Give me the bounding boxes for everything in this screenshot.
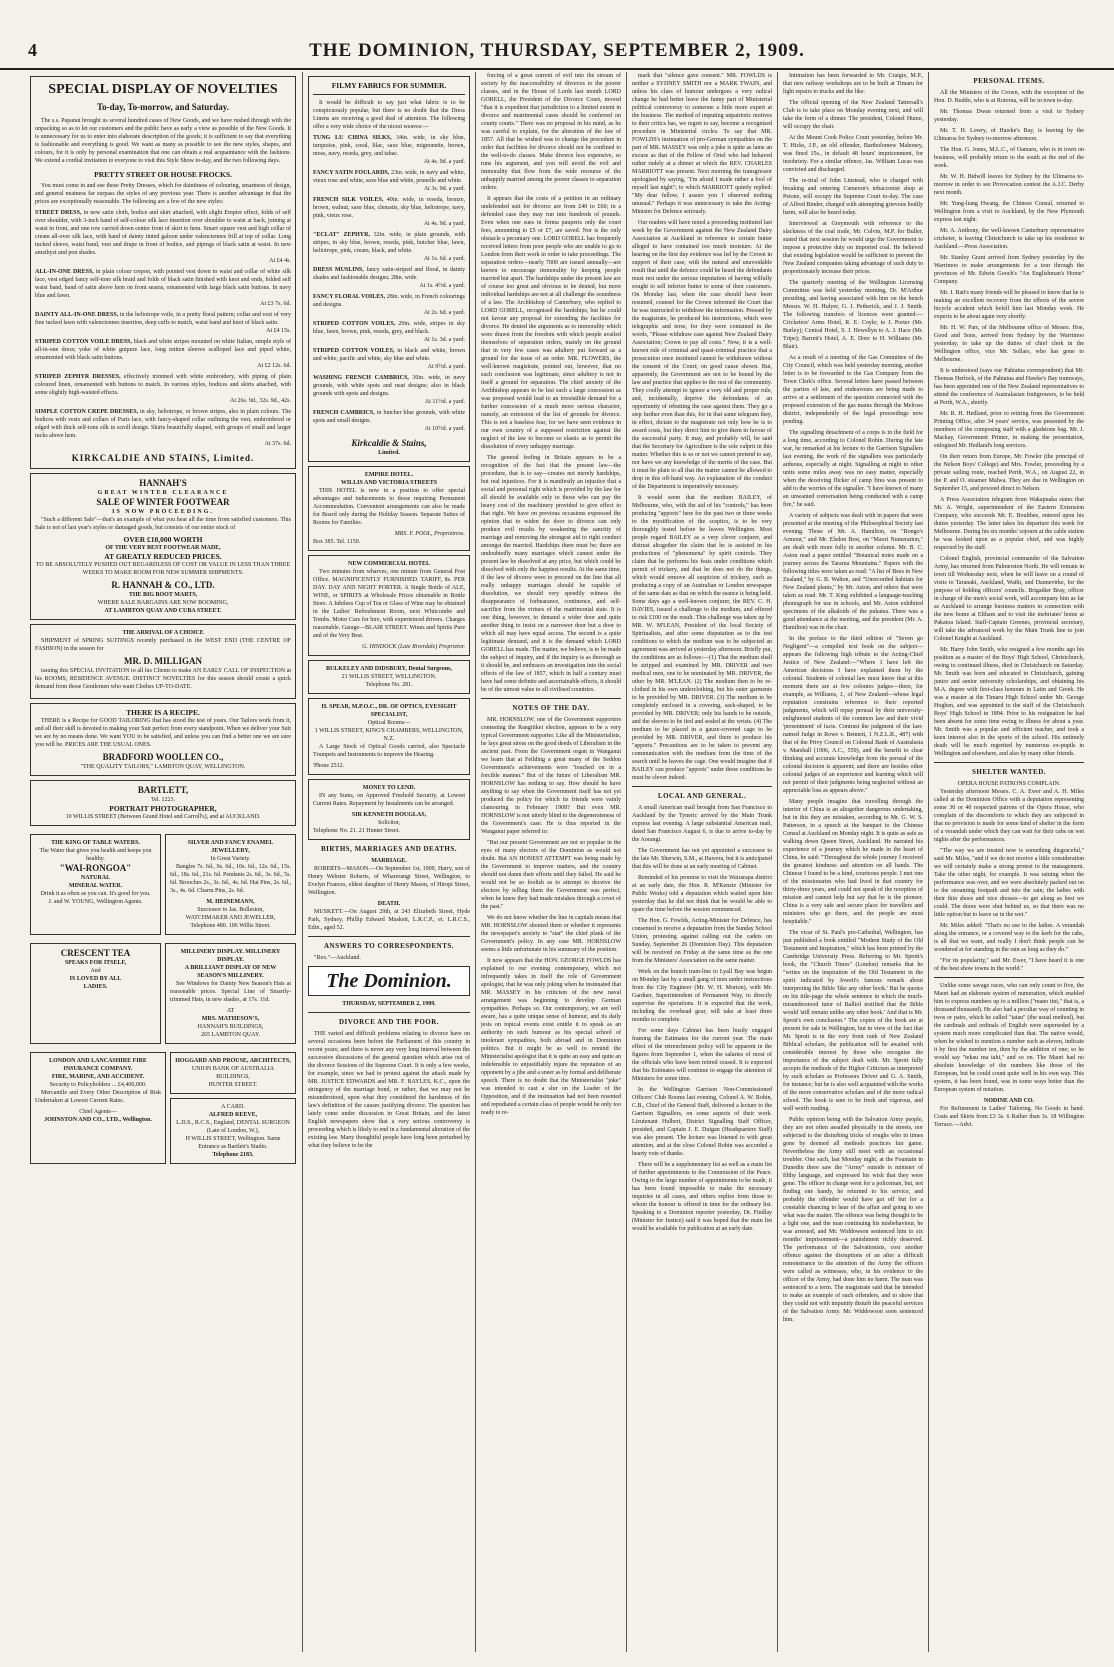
page-number: 4 (28, 40, 37, 60)
dress-list (35, 209, 291, 448)
dress-item-price: At 26s. 9d., 32s. 9d., 42s. (229, 398, 291, 404)
local-body (632, 804, 772, 1233)
hoggard-street: HUNTER STREET. (208, 1082, 258, 1088)
milligan-ad (30, 624, 296, 699)
shelter-heading: SHELTER WANTED. (971, 768, 1047, 776)
dress-item (35, 338, 291, 370)
reeve-addr: H WILLIS STREET, Wellington. Same Entrance as Bartlett's Studio. (185, 1136, 281, 1150)
reeve-quals: L.D.S., R.C.S., England, DENTAL SURGEON (Late of London, W.), (176, 1120, 290, 1134)
local-paragraph: For some days Cabinet has been busily engaged framing the Estimates for the current year. The main effect of the retrenchment policy will be apparent in the figures from September 1, when the salaries of most of the officials who have been retired ceased. It is expected that his Estimates will continue to engage the attention of Ministers for some time. (632, 1028, 772, 1082)
spear-name: H. SPEAR, M.P.O.C., DR. OF OPTICS, EYESIGHT SPECIALIST, (321, 704, 457, 718)
bartlett-role: PORTRAIT PHOTOGRAPHER, (109, 804, 217, 813)
dress-item (35, 268, 291, 308)
wairongoa-ad (30, 834, 161, 935)
money-ad (308, 779, 470, 840)
spear-addr: 1 WILLIS STREET, KING'S CHAMBERS, WELLINGTON, N.Z. (314, 728, 464, 742)
personal-paragraph: Mr. Yung-liang Hwang, the Chinese Consul, returned to Wellington from a visit to Auckland, by the New Plymouth express last night. (934, 201, 1084, 223)
firm-logo: Kirkcaldie & Stains, (351, 438, 427, 448)
fabric-item (313, 169, 465, 193)
divider (632, 786, 772, 787)
fabric-item-name: WASHING FRENCH CAMBRICS, (313, 375, 413, 381)
crescent-tea-ad (30, 943, 161, 1044)
dress-item-description: in new satin cloth, bodice and skirt attached, with slight Empire effect, folds of self over shoulder, with 3-inch band of self-colour silk lace insertion over shoulder to waist at back, joining at waist in front, and one row carried down centre front of skirt to hem. Smart square vest and high collar of cream all-over silk lace, with band of dainty tinted galoon under valenciennes frill at top of collar. Long tucked sleeve, waist band, vest and drape in front of bodice, and pipings of black satin at waist. In new amethyst and pon shades. (35, 210, 291, 256)
fabric-item-price: At 3s. 9d. a yard. (423, 186, 465, 192)
commercial-prop: G. HINDOCK (Late Riverdale) Proprietor. (362, 644, 465, 650)
local-paragraph: A small American mail brought from San Francisco to Auckland by the Tyneric arrived by the Main Trunk express last evening. A large substantial American mail, dated San Francisco August 6, is due to arrive to-day by the Aorangi. (632, 805, 772, 843)
shelter-paragraph: "The way we are treated now is something disgraceful," said Mr. Miles, "and if we do not receive a little consideration we will certainly make a strong protest to the management. Take the other night, for example. It was raining when the performance was over, and we were absolutely packed out on to the streaming footpath and into the rain; the ladies with their thin shoes and nice dresses—to get along as best we could. The doors were shut behind us, so that there was no little option but to leave us in the wet." (934, 848, 1084, 918)
local-paragraph: At the Mount Cook Police Court yesterday, before Mr. T. Hicks, J.P., an old offender, Bartholomew Mahoney, was fined 15s., in default 48 hours' imprisonment, for insobriety. For a similar offence, Jas. William Lucas was convicted and discharged. (783, 135, 923, 173)
dentist-tel: Telephone No. 281. (365, 682, 413, 688)
answers-text: "Rex."—Auckland. (314, 955, 361, 961)
local-paragraph: There will be a supplementary list as well as a main list of further appointments to the Commission of the Peace. Owing to the large number of appointments to be made, it has been found impossible to make the necessary inquiries in all cases, and others replies from those to whom the honour is offered in time for the ordinary list. Speaking to a Dominion reporter yesterday, Dr. Findlay (Minister for Justice) said it was hoped that the main list would be available for publication at an early date. (632, 1162, 772, 1232)
dentist-firm: BULKELEY AND DIDSBURY, Dental Surgeons, (325, 666, 453, 672)
hoggard-bank: UNION BANK OF AUSTRALIA BUILDINGS, (191, 1066, 275, 1080)
london-chief: Chief Agents— (79, 1109, 117, 1115)
millinery-body: See Windows for Dainty New Season's Hats at reasonable prices. Special Line of Smartly-trimmed Hats, in new shades, at 17s. 11d. (170, 981, 291, 1003)
dress-item-price: At £4 15s. (266, 328, 291, 334)
reeve-card: A CARD. (221, 1104, 245, 1110)
personal-paragraph: Mr. T. H. Lowry, of Hawke's Bay, is leaving by the Ulimaroa for Sydney to-morrow afternoon. (934, 128, 1084, 142)
fabric-item-description: 28in. wide, in French colourings and designs. (313, 294, 465, 308)
fabric-item-name: FRENCH SILK VOILES, (313, 197, 387, 203)
empire-prop: MRS. F. POOL, Proprietress. (394, 531, 465, 537)
personal-paragraph: Mr. H. W. Parr, of the Melbourne office of Messrs. Hoe, Good and Sons, arrived from Sydney by the Warrimoo yesterday, to take up the duties of chief clerk in the Wellington office, vice Mr. Sollars, who has gone to Melbourne. (934, 325, 1084, 363)
column-rule (928, 72, 929, 1652)
millinery-brilliant: A BRILLIANT DISPLAY OF NEW SEASON'S MILLINERY. (184, 965, 277, 979)
divider (308, 936, 470, 937)
dress-item (35, 209, 291, 265)
dress-item-name: STREET DRESS, (35, 210, 84, 216)
heinemann-addr: 106 Willis Street. (228, 923, 271, 929)
fabric-item-description: fancy satin-striped and floral, in dainty shades and fashionable designs; 28in. wide. (313, 267, 465, 281)
kirkcaldie-novelties-ad (30, 76, 296, 469)
reeve-tel: Telephone 2183. (212, 1152, 254, 1158)
personal-paragraph: Mr. A. Anthony, the well-known Canterbury representative cricketer, is leaving Christchurch to take up his residence in Auckland.—Press Association. (934, 228, 1084, 250)
silver-title: SILVER AND FANCY ENAMEL JEWELLERY, (187, 840, 274, 854)
fabric-item-description: in black and white, brown and white, pacific and white, sky blue and white. (313, 348, 465, 362)
dress-item (35, 373, 291, 405)
small-ads-stack (170, 1048, 296, 1168)
marriage-heading: MARRIAGE. (371, 858, 407, 864)
fabric-item-name: STRIPED COTTON VOILES, (313, 321, 399, 327)
fabric-item (313, 409, 465, 433)
dress-item-price: At £3 7s. 6d. (260, 301, 291, 307)
millinery-bldg: HANNAH'S BUILDINGS, (197, 1024, 264, 1030)
notes-paragraph: We do not know whether the line in capitals means that MR. HORNSLOW shouted them or whether it represents the newspaper's anxiety to "star" the chief plank of the Government's policy. In any case MR. HORNSLOW seems a little unfortunate in his summary of the position. (481, 915, 621, 953)
personal-paragraph: Mr. R. H. Hedland, prior to retiring from the Government Printing Office, after 34 years' service, was presented by the members of the composing staff with a gladstone bag. Mr. J. Mackay, Government Printer, in making the presentation, eulogised Mr. Hedland's long services. (934, 411, 1084, 449)
fabric-item-price: At 1s. 3d. a yard. (423, 337, 465, 343)
local-paragraph: Many people imagine that travelling through the interior of China is an altogether dangerous undertaking, but in this they are mistaken, according to Mr. G. W. S. Patterson, in a speech at the banquet to the Chinese Consul at Auckland on Monday night. It is quite as safe as walking down Queen Street, Auckland. He narrated his experience of a journey which he made in the heart of China, he said: "Throughout the whole journey I received the greatest kindness and attention on all hands. The Chinese I found to be a kind, courteous people. I met one of the missionaries who had lived in that country for thirty-three years, and could not speak of the reception of mission and cannot help but say that he is the pioneer. China is a very safe and secure place for travellers and ministers who go there, and the people are most hospitable." (783, 799, 923, 925)
fabric-item-name: FANCY FLORAL VOILES, (313, 294, 387, 300)
novelties-intro: The s.s. Papanui brought us several hundred cases of New Goods, and we have rushed through with the unpacking so as to let our customers and the public have as early a view as possible of the New Goods. It is unnecessary for us to enter into elaborate description of the goods; it is sufficient to say that everything is fashionable and everything is good. We want as many as possible to see the new styles, shapes, and colours, for it is only by personal examination that one can obtain a real acquaintance with the fashions. We extend a cordial invitation to everyone to visit this Style Show to-day, and the two following days. (35, 118, 291, 164)
shelter-subheading: OPERA HOUSE PATRONS COMPLAIN. (957, 781, 1061, 787)
death-heading: DEATH. (377, 901, 401, 907)
marriage-notice: ROBERTS—MASON.—On September 1st, 1909, Harry, son of Henry Webster Roberts, of Wharerangi Street, Wellington, to Evelyn Frances, eldest daughter of Henry Mason, of Hiropi Street, Wellington. (308, 866, 470, 896)
notes-paragraph: Our readers will have noted a proceeding instituted last week by the Government against the New Zealand Dairy Association at Auckland in reference to certain butter alleged to have contained too much moisture. At the hearing on the first day evidence was led by the Crown in support of their case, with the natural and unavoidable result that until the defence could be heard the defendants must rest under the serious imputation of having wilfully sought to sell inferior butter to some of their customers. On Monday last, when the case should have been resumed, counsel for the Crown informed the Court that he was instructed to withdraw the information. Pressed by the magistrate, he produced his instructions, which were telegraphic and terse, for they were contained in the words, "Please withdraw case against New Zealand Dairy Association; Crown to pay all costs." Now, it is a well-known rule of criminal and quasi-criminal practice that a prosecution once instituted cannot be withdrawn without the consent of the Court; on good cause shown. But, apparently, the Government are not to be bound by the law and practice that applies to the rest of the community. They coolly attempt to ignore a very old and proper rule, and, incidentally, deprive the defendants of an opportunity of rebutting the case against them. They go a step further even than this, for in that same telegram they, in effect, dictate to the magistrate not only how he is to award costs, but they direct him to give them in favour of the successful party. It may, and probably will, be said that the Secretary for Agriculture is the sole culprit in this matter. Whether this is so or not we cannot pretend to say, nor have we any knowledge of the merits of the case. But it must be plain to all that the matter cannot be allowed to drop in this off-hand way. An explanation of the conduct of the Department is imperatively necessary. (632, 220, 772, 490)
hannah-firm: R. HANNAH & CO., LTD. (111, 580, 215, 590)
editorial-paragraph: forcing of a great current of evil into the stream of society by the inaccessibility of divorces to the poorer classes, and in the House of Lords last month LORD GORELL, the President of the Divorce Court, moved "that it is expedient that jurisdiction to a limited extent in divorce and matrimonial cases should be conferred on county courts." There was no proposal in his mind, as he was careful to explain, for the alteration of the law of 1857. All that he wished was to change the procedure in order that facilities for divorce should not be confined to the well-to-do classes. Make divorce less expensive, so runs his argument, and you will avoid the evil and immorality that flow from the wide recourse of the unhappily married among the poorer classes to separation orders. (481, 73, 621, 191)
money-body: IN any Sums, on Approved Freehold Security, at Lowest Current Rates. Repayment by Instalments can be arranged. (313, 793, 465, 807)
column-2 (308, 72, 470, 1652)
local-paragraph: As a result of a meeting of the Gas Committee of the City Council, which was held yesterday morning, another letter is to be forwarded to the Gas Company from the Town Clerk's office. Several letters have passed between the parties of late, and endeavours are being made to arrive at a settlement of the question connected with the proposed extension of the gas mains through the Melrose district, independently of the legal proceedings now pending. (783, 355, 923, 425)
editorial-continued (481, 72, 621, 694)
fabric-item-name: FANCY SATIN FOULARDS, (313, 170, 392, 176)
fabric-item-price: At 1s. 4½d. a yard. (419, 283, 465, 289)
fabric-item-description: 29in. wide, stripes in sky blue, fawn, brown, pink, reseda, grey, and black. (313, 321, 465, 335)
london-security: Security to Policyholders ... £4,400,000. (49, 1082, 147, 1088)
editorial-paragraph: THE varied and difficult problems relating to divorce have on several occasions been before the Parliament of this country in recent years; and there is never any very long interval between the successive discussions of the general question which arise out of the divorce Sessions of the Supreme Court. It is only a few weeks, for example, since we had to protest against the attack made by MR. JUSTICE EDWARDS and MR. F. BAYLES, K.C., upon the stringency of the marriage bond, or rather, that we may not be misunderstood, upon what they considered the harshness of the law's definition of the causes justifying divorce. The question has lately come under discussion in Great Britain, and the latest English newspapers show that a very serious controversy is proceeding which is likely to end in a fundamental alteration of the existing law. Many thoughtful people have long been perturbed by what they believe to be the (308, 1031, 470, 1149)
novelties-subheading: To-day, To-morrow, and Saturday. (96, 102, 230, 112)
bartlett-tel: Tel. 1223. (150, 797, 176, 803)
firm-ltd: Limited. (378, 450, 400, 456)
column-1-ads (30, 72, 296, 1652)
heinemann-tel: Telephone 480. (190, 923, 228, 929)
bartlett-addr: 10 WILLIS STREET (Between Grand Hotel and Carroll's), and at AUCKLAND. (65, 814, 261, 820)
milligan-name: MR. D. MILLIGAN (124, 656, 202, 666)
kirkcaldie-banner: KIRKCALDIE AND STAINS, Limited. (71, 453, 255, 463)
heinemann-contact (170, 922, 291, 930)
local-continued (783, 72, 923, 1324)
local-paragraph: The signalling detachment of a corps is in the field for a long time, according to Colonel Robin. During the late war, he remarked at his lecture to the Garrison Signallers last evening, the work of the signallers was particularly arduous, especially at night. Signalling at night to other units some miles away was no easy matter, especially when the deceiving flicker of camp fires was present to add to the worries of the signaller. "I have known of many an unwanted conversation being conducted with a camp fire," he said. (783, 430, 923, 508)
fabric-item (313, 374, 465, 406)
silver-sub: In Great Variety. (210, 856, 251, 862)
millinery-ad (165, 943, 296, 1044)
fabric-item-price: At 2s. 6d. a yard. (423, 310, 465, 316)
dentist-addr: 21 WILLIS STREET, WELLINGTON. (341, 674, 437, 680)
notes-continued (632, 72, 772, 782)
fabric-item-description: 23in. wide, in navy and white, vieux rose and white, saxe blue and white, prunelle and white. (313, 170, 466, 184)
local-paragraph: Reminded of his promise to visit the Wairarapa district at an early date, the Hon. R. M'Kenzie (Minister for Public Works) told a deputation which waited upon him yesterday that he did not think that he would be able to spare the time before the session commenced. (632, 875, 772, 913)
heinemann-trade: WATCHMAKER AND JEWELLER, (185, 915, 276, 921)
fabric-item-price: At 10½d. a yard. (424, 426, 465, 432)
money-sol: Solicitor, (378, 820, 400, 826)
bradford-tagline (35, 763, 291, 771)
wairongoa-mineral: MINERAL WATER. (68, 883, 123, 889)
dress-item-name: SIMPLE COTTON CREPE DRESSES, (35, 409, 140, 415)
divider (481, 698, 621, 699)
fabric-item-name: STRIPED COTTON VOILES, (313, 348, 398, 354)
nodine-heading: NODINE AND CO. (983, 1098, 1035, 1104)
novelties-heading: SPECIAL DISPLAY OF NOVELTIES (48, 82, 278, 97)
editorial-heading: DIVORCE AND THE POOR. (338, 1018, 440, 1026)
editorial-body (308, 1030, 470, 1150)
fabric-item-description: 40in. wide, in reseda, bronze, brown, walnut, saxe blue, clematis, sky blue, heliotrope, navy, pink, vieux rose. (313, 197, 465, 219)
local-paragraph: The vicar of St. Paul's pro-Cathedral, Wellington, has just published a book entitled "Modern Study of the Old Testament and Inspiration," which has been printed by the Cambridge University Press. Referring to Mr. Sprott's book, the "Church Times" (London) remarks that he "writes on the inspiration of the Old Testament in the spirit indicated by Jowett's famous remark about interpreting the Bible 'like any other book.' But he quotes on his title-page the whole sentence in which the much-misunderstood tutor of Balliol testified that the Bible would 'still remain unlike any other book.' And that is Mr. Sprott's own conclusion." The copies of the book are at present for sale in Wellington, but in view of the fact that Mr. Sprott is in the very front rank of New Zealand Biblical scholars, the publication will be awaited with considerable interest by those who recognise the importance of the subject dealt with. Mr. Sprott fully accepts the methods of the Higher Criticism as interpreted by such scholars as Professors Driver and G. A. Smith, for instance; but he is also well acquainted with the works of the more conservative scholars and of the more radical school. The book is sure to be fresh and vigorous, and well worth reading. (783, 930, 923, 1112)
dress-item-price: At £4 4s. (269, 258, 291, 264)
bradford-recipe: THERE IS A RECIPE. (126, 708, 200, 717)
london-lancashire-ad (30, 1052, 166, 1164)
dress-item-description: effectively trimmed with white embroidery, with piping of plain coloured linen, ornamented with buttons to match. In various styles, bodices and skirts attached, with some slightly high-waisted effects. (35, 374, 291, 396)
wairongoa-drink: Drink it as often as you can. It's good for you. (40, 891, 151, 897)
local-paragraph: The Hon. G. Fowlds, Acting-Minister for Defence, has consented to receive a deputation from the Sunday School Union, protesting against calling out the cadets on Sunday, September 26 (Dominion Day). This deputation will be received on Friday at the same time as the one from the Ministers' Association on the same matter. (632, 918, 772, 964)
town-paragraph: Unlike some savage races, who can only count to five, the Maori had an elaborate system of numeration, which enabled him to express numbers up to a million ("mano tini," that is, a thousand thousand). He also had a peculiar way of counting in twos or pairs, which he called "tatau" (the usual method), but the cardinals and ordinals of English were superseded by a system much more complicated than that. The native would, when he wished to mention a number such as eleven, indicate it by first the number ten, then by the addition of one; so he would say "tekau ma tahi," and so on. The Maori had no absolute knowledge of the numbers like those of the European, but he could count quite well in his own way. This system, it has been found, was in some ways better than the European system of notation. (934, 983, 1084, 1093)
spear-opt: Optical Rooms— (367, 720, 411, 726)
heinemann-firm: M. HEINEMANN, (206, 899, 255, 905)
dress-item-name: STRIPED COTTON VOILE DRESS, (35, 339, 134, 345)
local-paragraph: In the Wellington Garrison Non-Commissioned Officers' Club Rooms last evening, Colonel A. W. Robin, C.B., Chief of the General Staff, delivered a lecture to the Garrison Signallers, on some aspects of their work. Lieutenant Hulbert, District Signalling Staff Officer, presided, and Captain J. E. Duigan (Headquarters Staff) was also present. The lecture was listened to with great attention, and at the close Colonel Robin was accorded a hearty vote of thanks. (632, 1087, 772, 1157)
fabric-item-description: 34in. wide, in sky blue, turquoise, pink, coral, lilac, saxe blue, mignonette, brown, moss, navy, reseda, grey, and tabac. (313, 135, 465, 157)
column-rule (777, 72, 778, 1652)
column-rule (475, 72, 476, 1652)
reeve-name: ALFRED REEVE, (208, 1112, 258, 1118)
filmy-heading: FILMY FABRICS FOR SUMMER. (331, 81, 447, 90)
divider (313, 94, 465, 95)
dress-item-name: STRIPED ZEPHYR DRESSES, (35, 374, 124, 380)
divider (934, 762, 1084, 763)
fabric-item-description: in butcher blue grounds, with white spots and small designs. (313, 410, 465, 424)
local-paragraph: Interviewed at Greymouth with reference to the slackness of the coal trade, Mr. Colvin, M.P. for Buller, stated that next session he would urge the Government to impose a protective duty on imported coal. He believed that existing legislation would be sufficient to prevent the New Zealand companies taking advantage of such duty to proportionately increase their prices. (783, 221, 923, 275)
filmy-fabrics-ad (308, 76, 470, 462)
bartlett-ad (30, 780, 296, 826)
local-paragraph: The quarterly meeting of the Wellington Licensing Committee was held yesterday morning, Dr. M'Arthur presiding, and having associated with him on the bench Messrs. W. H. Hulyer, G. J. Petherick, and J. J. Smith. The following transfers of licences were granted:—Cricketers' Arms Hotel, R. E. Coyle; to J. Porter (Mr. Burley); Central Hotel, S. J. Hewellyn to A. J. Hace (Mr. Tripe); Barrett's Hotel, A. E. Dore to H. Williams (Mr. Blair). (783, 280, 923, 350)
hannah-where: WHERE SALE BARGAINS ARE NOW BOOMING, (97, 600, 229, 606)
hoggard-firm: HOGGARD AND PROUSE, ARCHITECTS, (175, 1058, 291, 1064)
fabric-item-price: At 9½d. a yard. (427, 364, 465, 370)
dress-item-description: in the heliotrope voile, in a pretty floral pattern; collar and vest of very fine tucked lawn with valenciennes insertion, deep cuffs to match, waist band and knot of black satin. (35, 312, 291, 326)
milligan-shipment: SHIPMENT of SPRING SUITINGS recently purchased in the WEST END (THE CENTRE OF FASHION) in the season for (35, 638, 291, 652)
spear-ad (308, 698, 470, 775)
empire-title: EMPIRE HOTEL. (364, 472, 414, 478)
dress-item-description: in plain colour crepon, with pointed vest down to waist and collar of white silk lace, vest edged fancy self-tone silk braid and folds of black satin finished with knot and ends, folded self waist band, band of satin above hem on front seams, ornamented with large black satin buttons. In navy blue and fawn. (35, 269, 291, 299)
filmy-intro: It would be difficult to say just what fabric is to be conspicuously popular, but there is no doubt that the Dress Linens are receiving a good deal of attention. The following offer a very wide choice of the nicest weaves:— (313, 100, 465, 130)
london-firm: LONDON AND LANCASHIRE FIRE INSURANCE COMPANY. (49, 1058, 147, 1072)
notes-paragraph: MR. HORNSLOW, one of the Government supporters contesting the Rangitikei election, appears to be a very typical Government supporter. Like all the Ministerialists, he lays great stress on the good deeds of Liberalism in the ancient past. From the Government organ in Wanganui we learn that at Feilding a great many of the Seddon Government's achievements were "touched on in a forcible manner." But of the future of Liberalism MR. HORNSLOW has nothing to say. How should he have anything to say when the Government itself has not yet produced the policy for which its friends were vainly clamouring in February 1908? But even MR. HORNSLOW is not utterly blind to the degenerateness of the Government's case. He is thus reported in the Wanganui paper referred to: (481, 717, 621, 835)
local-paragraph: A variety of subjects was dealt with in papers that were presented at the meeting of the Philosophical Society last evening. Those of Mr. A. Hamilton, on "Rongo's Armour," and Mr. Elsdon Best, on "Maori Numeration," are dealt with more fully in another column. Mr. B. C. Aston read a paper entitled "Botanical notes made on a journey across the Tararua Mountains." Papers with the following titles were taken as read: "A list of Bees in New Zealand," by G. B. Walton, and "Unrecorded habitats for New Zealand plants," by Mr. Aston, and others that were taken as read. Mr. T. King exhibited a language-teaching phonograph for use in schools, and Mr. Aston exhibited specimens of the alkaloids of the pukatea. There was a good attendance at the meeting, and the president (Mr. A. Hamilton) was in the chair. (783, 513, 923, 631)
personal-paragraph: Colonel English, provincial commander of the Salvation Army, has returned from Palmerston North. He will remain in town till Wednesday next, when he will leave on a round of visits to Taranaki, Auckland, Waihi, and Dannevirke, for the purpose of holding officers' councils. Brigadier Bray, officer in charge of the men's social work, will accompany him as far as Auckland to arrange business matters in connection with the new home at Eltham and to visit the inebriates' home at Pakatoa Island. Staff-Captain Greenes, provincial secretary, will take the advanced work by the Main Trunk line to join Colonel Knight at Auckland. (934, 556, 1084, 642)
local-paragraph: The Government has not yet appointed a successor to the late Mr. Sherwin, S.M., at Hawera, but it is anticipated that this will be done at an early meeting of Cabinet. (632, 848, 772, 870)
fabric-item-price: At 11½d. a yard. (424, 399, 465, 405)
fabric-item (313, 320, 465, 344)
london-body: Mercantile and Every Other Description of Risk Undertaken at Lowest Current Rates. (35, 1090, 161, 1104)
shelter-paragraph: Mr. Miles added: "That's no use to the ladies. A verandah along the entrance, or a covered way to the kerb for the cabs, is all that we want, and really I don't think people can be wondered at for standing in the rain as long as they do." (934, 923, 1084, 953)
hannah-reduced: AT GREATLY REDUCED PRICES. (104, 552, 222, 561)
empire-box: Box 385. Tel. 1150. (313, 539, 361, 545)
dress-item (35, 408, 291, 448)
editorial-paragraph: It appears that the costs of a petition in an ordinary undefended suit for divorce are from £40 to £60; in a defended case they may run into hundreds of pounds. Even when one sues in forma pauperis only the court fees, amounting to £5 or £7, are saved. Nor is the only obstacle a pecuniary one. LORD GORELL has frequently received letters from poor people who are unable to go to London from their work in order to take proceedings. The separation orders—nearly 7000 are issued annually—are known to encourage immorality by keeping people married but apart. The hardships under the present law are of course too great and obvious to be denied, but more individual hardships are not at all challenge the soundness of a law. The Archbishop of Canterbury, who replied to LORD GORELL, recognised the hardships, but he could not favour any proposal for extending the facilities for divorce. He denied the arguments as to immorality which were drawn from the freedom with which people availed themselves of separation orders, mainly on the ground that in very few cases was adultery put forward as a ground for the issue of an order. MR. FLOWERS, the well-known magistrate, pointed out, however, that no such conclusion was legitimate, since adultery is not in itself a ground for separation. The chief anxiety of the Archbishop appears to be lest such a large concession as was proposed would lead to an irresistible demand for a further concession of a much more serious character, namely, an extension of the list of grounds for divorce. This is not a baseless fear, for we have seen evidence in our own country of a supposed restriction against the neglect of the law to become so elastic as to permit the dissolution of every unhappy marriage. (481, 196, 621, 450)
crescent-speaks: SPEAKS FOR ITSELF, (64, 960, 127, 966)
fabric-item-description: 32in. wide, in plain grounds, with stripes, in sky blue, brown, reseda, pink, butcher blue, fawn, heliotrope, pink, cream, black, and white. (313, 232, 466, 254)
dress-item-price: At 37s. 6d. (264, 441, 291, 447)
commercial-body: Two minutes from wharves, one minute from General Post Office. MAGNIFICENTLY FURNISHED. TARIFF, 8s. PER DAY. DAY AND NIGHT PORTER. A Single Bottle of ALE, WINE, or SPIRITS at Wholesale Prices obtainable in Bottle Store. A Jubilees Cup of Tea or Glass of Wine may be obtained in the Ladies' Refreshment Room, next Whitcombe and Tombs. Motor Cars for hire, with experienced drivers. Charges reasonable. Garage—BLAIR STREET. Wines and Spirits Pure and of the Very Best. (313, 569, 465, 639)
millinery-shop: MRS. MATHESON'S, (201, 1016, 260, 1022)
local-heading: LOCAL AND GENERAL. (657, 792, 747, 800)
hannah-pushed: TO BE ABSOLUTELY PUSHED OUT REGARDLESS OF COST OR VALUE IN LESS THAN THREE WEEKS TO MAKE ROOM FOR NEW SUMMER SHIPMENTS. (35, 562, 291, 576)
newspaper-title: THE DOMINION, THURSDAY, SEPTEMBER 2, 1909. (309, 40, 805, 61)
fabric-item (313, 231, 465, 263)
fabric-item-name: "ECLAT" ZEPHYR, (313, 232, 374, 238)
hannah-body: "Such a different Sale"—that's an example of what you hear all the time from satisfied customers. This Sale is not of last year's styles or damaged goods, but consists of our entire stock of (35, 517, 291, 531)
milligan-body: issuing this SPECIAL INVITATION to all his Clients to make AN EARLY CALL OF INSPECTION at his ROOMS, RESIDENCE AVENUE. DISTINCT NOVELTIES for this season should create a quick demand from those Gentlemen who want Clothes UP-TO-DATE. (35, 668, 291, 690)
reeve-ad (170, 1098, 296, 1164)
divider (934, 977, 1084, 978)
bradford-ad (30, 703, 296, 776)
dateline: THURSDAY, SEPTEMBER 2, 1909. (342, 1001, 436, 1007)
fabric-item (313, 347, 465, 371)
notes-body (481, 716, 621, 1117)
crescent-loved: IS LOVED BY ALL (69, 976, 122, 982)
fabric-item (313, 134, 465, 166)
personal-paragraph: All the Ministers of the Crown, with the exception of the Hon. D. Buddo, who is at Rotorua, will be in town to-day. (934, 90, 1084, 104)
millinery-title: MILLINERY DISPLAY. MILLINERY DISPLAY. (180, 949, 281, 963)
dress-item-name: ALL-IN-ONE DRESS, (35, 269, 96, 275)
shelter-paragraph: Yesterday afternoon Messrs. C. A. Ewer and A. H. Miles called at the Dominion Office with a deputation representing some 30 or 40 respected patrons of the Opera House, who complain of the discomforts to which they are subjected in that no provision is made for some kind of shelter in the form of a verandah under which they can wait for their cabs on wet nights after the performances. (934, 789, 1084, 843)
fabric-item (313, 196, 465, 228)
fabric-item (313, 266, 465, 290)
empire-body: THIS HOTEL is now in a position to offer special advantages and inducements to those requiring Permanent Accommodation. Convenient arrangements can also be made for Board only during the Holiday Season. Separate Suites of Rooms for Families. (313, 488, 465, 526)
editorial-paragraph: The general feeling in Britain appears to be a recognition of the fact that the present law—the procedure, that is to say—creates not merely hardships, but real injustices. For it is manifestly an injustice that a social and personal right which is provided by the law for all should be available only to those who can pay the heavy cost of the machinery provided to give effect to that right. We have on previous occasions expressed the opinion that to widen the door to divorce can only produce evil results by weakening the sanctity of marriage and removing the strongest aid to right conduct amongst the married. Hardships there must be; there are undoubtedly many marriages which cannot under the present law be dissolved at any price, but which could be dissolved with only the happiest results. At the same time, if the law of divorce were to proceed on the line that all really unhappy marriages should be capable of dissolution, we should very speedily witness the disappearance of forbearance, continence, and self-sacrifice from the virtues of the matrimonial state. It is one thing, however, to demand a wider door and quite another thing to insist on a narrower door but a door to which all may have equal access. The second is a quite legitimate demand, and it is the demand which LORD GORELL has made. The matter, we believe, is to be made the subject of inquiry, and if the inquiry is as thorough as it should be, and embraces an investigation into the social effects of the law of 1857, which in half a century must have had some definite and ascertainable effects, it should be of the utmost value to all civilised countries. (481, 455, 621, 693)
fabric-item-name: DRESS MUSLINS, (313, 267, 367, 273)
personal-paragraph: Mr. W. H. Bidwill leaves for Sydney by the Ulimaroa to-morrow in order to see Provocation contest the A.J.C. Derby next month. (934, 174, 1084, 196)
divider (308, 1012, 470, 1013)
crescent-name: CRESCENT TEA (60, 948, 131, 958)
hannah-name: HANNAH'S (139, 478, 187, 488)
personal-paragraph: Mr. J. Batt's many friends will be pleased to know that he is making an excellent recovery from the effects of the severe bicycle accident which befell him last Monday week. He expects to be about again very shortly. (934, 290, 1084, 320)
fabric-list (313, 134, 465, 433)
milligan-arrival: THE ARRIVAL OF A CHOICE (122, 630, 204, 636)
dress-item-price: At £2 12s. 6d. (257, 363, 291, 369)
wairongoa-tag: The Water that gives you health and keeps you healthy. (39, 848, 152, 862)
personal-paragraph: A Press Association telegram from Wakapuaka states that Mr. A. Wright, superintendent of the Eastern Extension Company, who succeeds Mr. E. Boultbee, entered upon his duties yesterday. The latter takes his departure this week for Melbourne. During his six months' sojourn at the cable station he was looked upon as a popular chief, and was highly respected by the staff. (934, 497, 1084, 551)
column-4 (632, 72, 772, 1652)
hoggard-ad (170, 1052, 296, 1094)
notes-paragraph: It would seem that the medium BAILEY, of Melbourne, who, with the aid of his "controls," has been producing "apports" here for the past two or three weeks to the mystification of the sceptics, is to be very thoroughly tested before he leaves Wellington. Most people regard BAILEY as a very clever conjurer, and distrust altogether the claim that he is assisted in his productions of "phenomena" by spirit controls. They claim that he performs his feats under conditions which permit of trickery, and that he does not do the things, which would remove all suspicion of trickery, such as producing a copy of an Australian or London newspaper of the same date as that on which the seance is being held. Some days ago a well-known conjurer, the REV. C. H. DAVIES, issued a challenge to the medium, and offered to risk £100 on the result. This challenge was taken up by MR. W. M'LEAN, President of the local Society of Spiritualists, and after some disputation as to the test conditions to which the medium was to be subjected an agreement was arrived at yesterday afternoon. Briefly put, the conditions are as follows:—(1) That the medium shall be stripped and examined by MR. DRIVER and two medical men, one to be nominated by MR. DRIVER, the other by MR. M'LEAN. (2) The medium then to be re-clothed in his own underclothing, but his outer garments to be provided by MR. DRIVER. (3) The medium to be completely enclosed in a covering, sack-shaped, to be provided by MR. DRIVER; only his hands to be outside, and the sleeves to be tied and sealed at the wrists. (4) The medium to be placed in a gauze-covered cage to be provided by MR. DRIVER, and there to produce his "apports." Precautions are to be taken to prevent any communication with the medium from the time of the search until he leaves the cage. One would imagine that if BAILEY can produce "apports" under these conditions he must be clever indeed. (632, 495, 772, 781)
column-rule (626, 72, 627, 1652)
london-kinds: FIRE, MARINE, AND ACCIDENT. (51, 1074, 145, 1080)
dress-item-description: black and white stripes mounted on white Italian, simple style of all-in-one dress; yoke of white guipure lace, long mitten sleeves scalloped lace and piped white, ornamented with black satin buttons. (35, 339, 291, 361)
local-paragraph: The official opening of the New Zealand Tattersall's Club is to take place on Monday evening next, and will take the form of a dinner. The president, Colonel Hume, will occupy the chair. (783, 100, 923, 130)
notes-paragraph: mark that "silence gave consent." MR. FOWLDS is neither a SYDNEY SMITH nor a MARK TWAIN, and unless his class of humour undergoes a very radical change he had better leave the funny part of Ministerial political controversy to someone a little more expert at the business. The method of imputing unpatriotic motives to their critics has, we regret to say, become a recognised procedure in Ministerial circles. To say that MR. FOWLDS's insinuation of pro-German sympathies on the part of MR. MASSEY was only a joke is quite as lame an excuse as that of the Fellow of Oriel who had behaved rather rudely at a dinner at which the REV. CHARLES MARRIOTT was present. Next morning the transgressor apologised by saying, "I'm afraid I made rather a fool of myself last night"; to which MARRIOTT quietly replied: "My dear fellow, I assure you I observed nothing unusual." Perhaps it was unnecessary to take the Acting-Minister for Defence seriously. (632, 73, 772, 215)
answers-heading: ANSWERS TO CORRESPONDENTS. (323, 942, 455, 950)
hannah-boot: THE BIG BOOT MARTS, (128, 592, 198, 598)
personal-body (934, 89, 1084, 758)
notes-paragraph: It now appears that the HON. GEORGE FOWLDS has explained to our evening contemporary, which not infrequently takes in itself the role of Government apologist, that he was only joking when he insinuated that MR. MASSEY in his criticism of the new naval arrangement was beginning to develop German sympathies. Perhaps so. Our contemporary, we are well aware, has a quite unique sense of humour, and its daily jests on topical events exist entitle it to speak as an authority on such humour as his special school of intolerant sympathies, both abroad and in Dominion politics. But it might be as well to remind the Ministerialist apologist that it is quite an easy and quite an indefensible to unjustifiably injure the reputation of an opponent by a jibe and a sneer as by formal and deliberate speech. There is no doubt that the Ministerialist "joke" was intended to cast a slur on the Leader of the Opposition, and if the insinuation had not been resented and repudiated a certain class of people would be only too ready to re- (481, 958, 621, 1116)
hannah-best: OF THE VERY BEST FOOTWEAR MADE, (105, 545, 221, 551)
bartlett-name: BARTLETT, (137, 785, 189, 795)
hannah-proceeding: IS NOW PROCEEDING. (112, 509, 214, 515)
empire-hotel-ad (308, 466, 470, 551)
bmd-heading: BIRTHS, MARRIAGES AND DEATHS. (320, 845, 458, 853)
bradford-body: THERE is a Recipe for GOOD TAILORING that has stood the test of years. Our Tailors work from it, and all their skill is devoted to making your Suit perfect from every standpoint. When we deliver your Suit we are by no means done. We want YOU to be satisfied, and unless you can find a better one we are sure you will be. PRICES ARE THE USUAL ONES. (35, 718, 291, 748)
bradford-tag: "THE QUALITY TAILORS," (80, 764, 153, 770)
personal-paragraph: The Hon. G. Jones, M.L.C., of Oamaru, who is in town on business, will probably return to the south at the end of the week. (934, 147, 1084, 169)
masthead (0, 38, 1114, 70)
local-paragraph: Public opinion being with the Salvation Army people, they are not often assailed physically in the streets, nor subjected to the disturbing tricks of roughs who in times gone by deemed all methods practices fair game. Nevertheless the Army still meet with an occasional troubler. One such, last Monday night, at the Fountain in Dunedin there saw the "Army" outside is minister of filthy language, and expressed his wish that they were gone. The officer in charge went for a policeman, but, not finding one handy, he returned to his service, and probably the offender would have got off but for a constable chancing to hear of the affair and going to see what was the matter. The offence was being thought to be a light one, and the man continuing his misbehaviour, he was arrested, and Mr. Widdowson sentenced him to six months' imprisonment—a punishment richly deserved. The performance of the Salvationists, cost another offence against the disruptions of an after a difficult remonstrance to the attention of the Army the officers were called as witnesses, who, in his evidence to the officer of the Army, had done him no harm. The man was sentenced to a term. The magistrate said that he intended to make an example of such offenders, and to show that they could not with impunity disturb the peaceful services of the Salvation Army. Mr. Widdowson soon sentenced him. (783, 1117, 923, 1323)
fabric-item-price: At 4s. 9d. a yard. (423, 159, 465, 165)
wairongoa-agent: J. and W. YOUNG, Wellington Agents. (48, 899, 143, 905)
fabric-item (313, 293, 465, 317)
personal-paragraph: On their return from Europe, Mr. Fowler (the principal of the Nelson Boys' College) and Mrs. Fowler, proceeding by a private sailing route, reached Perth, W.A., on August 22, in the P. and O. steamer Malwa. They are due in Wellington on September 15, and proceed direct to Nelson. (934, 454, 1084, 492)
personal-paragraph: Mr. Stanley Grant arrived from Sydney yesterday by the Warrimoo to make arrangements for a tour through the provinces of Mr. Edwin Gooch's "An Englishman's Home" Company. (934, 255, 1084, 285)
heinemann-successor: Successor to Jas. Bolleston, (197, 907, 264, 913)
frocks-intro: You must come in and see these Pretty Dresses, which for daintiness of colouring, smartness of design, and general neatness far surpass the styles of any previous year. There is another advantage in that the prices are exceptionally reasonable. The following are a few of the new styles: (35, 183, 291, 205)
dress-item (35, 311, 291, 335)
small-ads-row-3 (30, 1048, 296, 1168)
money-tel: Telephone No. 21. 21 Hunter Street. (313, 828, 400, 834)
personal-heading: PERSONAL ITEMS. (973, 77, 1045, 85)
spear-body: A Large Stock of Optical Goods carried, also Spectacle Trumpets and Instruments to improve the Hearing. (313, 744, 465, 758)
hannah-sale: SALE OF WINTER FOOTWEAR (96, 497, 230, 507)
small-ads-row-1 (30, 830, 296, 939)
hannah-at: AT LAMBTON QUAY AND CUBA STREET. (104, 608, 222, 614)
column-6 (934, 72, 1084, 1652)
wairongoa-natural: NATURAL (80, 875, 111, 881)
fabric-item-name: FRENCH CAMBRICS, (313, 410, 377, 416)
fabric-item-description: 30in. wide, in navy grounds, with white spots and neat designs; also in black grounds with spots and designs. (313, 375, 465, 397)
commercial-hotel-ad (308, 555, 470, 656)
personal-paragraph: Mr. Harry John Smith, who resigned a few months ago his position as a master of the Boys' High School, Christchurch, owing to continued illness, died in Christchurch on Saturday. Mr. Smith was born and educated in Christchurch, gaining junior and senior university scholarships, and obtaining his M.A. degree with first-class honours in Latin and Greek. He was a master at the Timaru High School under Mr. George Hogben, and was appointed to the staff of the Christchurch Boys' High School in 1894. Prior to his resignation he had been absent for some time owing to illness for about a year. Mr. Smith was a popular and efficient teacher, and took a keen interest also in the sports of the school. His untimely death will be much regretted by numerous ex-pupils in Wellington and elsewhere, and also by many other friends. (934, 647, 1084, 757)
empire-streets: WILLIS AND VICTORIA STREETS (340, 480, 438, 486)
hannah-clearance: GREAT WINTER CLEARANCE (97, 490, 229, 496)
wairongoa-king: THE KING OF TABLE WATERS. (51, 840, 140, 846)
wairongoa-name: "WAI-RONGOA" (59, 863, 132, 873)
bradford-addr: LAMBTON QUAY, WELLINGTON. (154, 764, 246, 770)
hannah-over: OVER £10,000 WORTH (123, 535, 203, 544)
local-paragraph: In the preface to the third edition of "Seven go Negligent"—a compiled text book on the subject—appears the following high tribute to the Acting-Chief Justice of New Zealand:—"Where I have left the American decisions I have explained them by the colonial. Students of colonial law must know that at this moment there are at few colonies judges—there, for example, as Williams, J., of New Zealand—whose legal reputation constrains reference to their reported judgments, which will repay perusal by their university-enlightened students of the common law and their vivid 'presentment' of facts. Contrast the judgment of the last-named Judge in Rowe v. Bennett, 1 N.Z.L.R., 487) with that of the Privy Council on Colonial Bank of Australasia v. Marshall (1906, A.C., 559), and the benefit to clear thinking and accurate knowledge from the perusal of the colonial decision is apparent; and there are besides other colonial judges of an experience and learning which will not permit of their judgments being neglected without an appreciable loss as appears above." (783, 636, 923, 794)
hannah-footwear-ad (30, 473, 296, 620)
shelter-body (934, 788, 1084, 973)
death-notice: MUSKETT.—On August 29th, at 243 Elizabeth Street, Hyde Park, Sydney, Phillip Edward Muskett, L.R.C.P., et. L.R.C.S., Edin., aged 52. (308, 909, 470, 931)
local-paragraph: Intimation has been forwarded to Mr. Craigie, M.P., that new railway workshops are to be built at Timaru for light repairs to trucks and the like. (783, 73, 923, 95)
london-agents: JOHNSTON AND CO., LTD., Wellington. (44, 1117, 152, 1123)
local-paragraph: The re-trial of John Linstead, who is charged with breaking and entering Cameron's tobacconist shop at Petone, will occupy the Supreme Court to-day. The case of Alfred Binder, charged with attempting grievous bodily harm, will also be heard today. (783, 178, 923, 216)
dress-item-description: in sky, heliotrope, or brown stripes, also in plain colours. The bodices with vests and collars of Paris lace, with fancy-shaped collar outlining the vest, embroidered or edged with thick self-tone silk in scroll design. Skirts beautifully shaped, with groups of small and larger tucks above hem. (35, 409, 291, 439)
fabric-item-price: At 4s. 9d. a yard. (423, 221, 465, 227)
silver-lines: Bangles 7s. 6d., 9s. 6d., 10s. 6d., 12s. 6d., 15s. 6d., 18s. 6d., 21s. 6d. Pendants 2s. 6d., 3s. 6d., 5s. 6d. Brooches 2s., 3s. 6d., 4s. 6d. Hat Pins, 2s. 6d., 3s., 4s. 6d. Charm Pins, 2s. 6d. (170, 864, 291, 894)
notes-paragraph: "But our present Government are not so popular in the eyes of many electors of the Dominion as would not doubt. But AN HONEST ATTEMPT was being made by the Government to improve matters, and the country should not damn their efforts until they failed. He said he would not be so foolish as to attempt to deceive the electors by telling them the Government was perfect, when he knew they had made mistakes through a covet of the past." (481, 840, 621, 910)
spear-phone: 'Phone 2512. (313, 763, 345, 769)
crescent-ladies: LADIES. (83, 984, 108, 990)
fabric-item-price: At 1s. 6d. a yard. (423, 256, 465, 262)
column-3 (481, 72, 621, 1652)
frocks-heading: PRETTY STREET OR HOUSE FROCKS. (94, 170, 232, 179)
local-paragraph: Work on the branch tram-line to Lyall Bay was begun on Monday last by a small gang of men under instructions from the City Engineer (Mr. W. H. Morton), with Mr. Gardner, Superintendent of Permanent Way, to directly supervise the operations. It is expected that the work, including the overhead gear, will take at least three months to complete. (632, 969, 772, 1023)
money-title: MONEY TO LEND. (362, 785, 416, 791)
commercial-title: NEW COMMERCIAL HOTEL (348, 561, 430, 567)
fabric-item-name: TUNG LU CHINA SILKS, (313, 135, 397, 141)
dentist-ad (308, 660, 470, 694)
small-ads-row-2 (30, 939, 296, 1048)
personal-paragraph: It is understood (says our Pahiatua correspondent) that Mr. Thomas Herlock, of the Pahiatua and Hawke's Bay tramways, has been appointed one of the New Zealand representatives to attend the conference of Australasian fruitgrowers, to be held at Perth, W.A., shortly. (934, 368, 1084, 406)
money-name: SIR KENNETH DOUGLAS, (351, 812, 427, 818)
column-rule (302, 72, 303, 1652)
heinemann-ad (165, 834, 296, 935)
nodine-text: For Refinement in Ladies' Tailoring. No Goods in hand. Coats and Skirts from £3 3s. 6 Rather than 3s. 18 Willington Terrace.—Advt. (934, 1106, 1084, 1128)
millinery-at: AT (226, 1008, 235, 1014)
column-5 (783, 72, 923, 1652)
dominion-logo: The Dominion. (308, 966, 470, 996)
crescent-and: And (90, 968, 101, 974)
bradford-firm: BRADFORD WOOLLEN CO., (102, 752, 224, 762)
notes-heading: NOTES OF THE DAY. (512, 704, 590, 712)
dress-item-name: DAINTY ALL-IN-ONE DRESS, (35, 312, 120, 318)
shelter-paragraph: "For its popularity," said Mr. Ewer, "I have heard it is one of the best show towns in the world." (934, 958, 1084, 972)
millinery-addr: 265 LAMBTON QUAY. (200, 1032, 261, 1038)
personal-paragraph: Mr. Thomas Dwan returned from a visit to Sydney yesterday. (934, 109, 1084, 123)
